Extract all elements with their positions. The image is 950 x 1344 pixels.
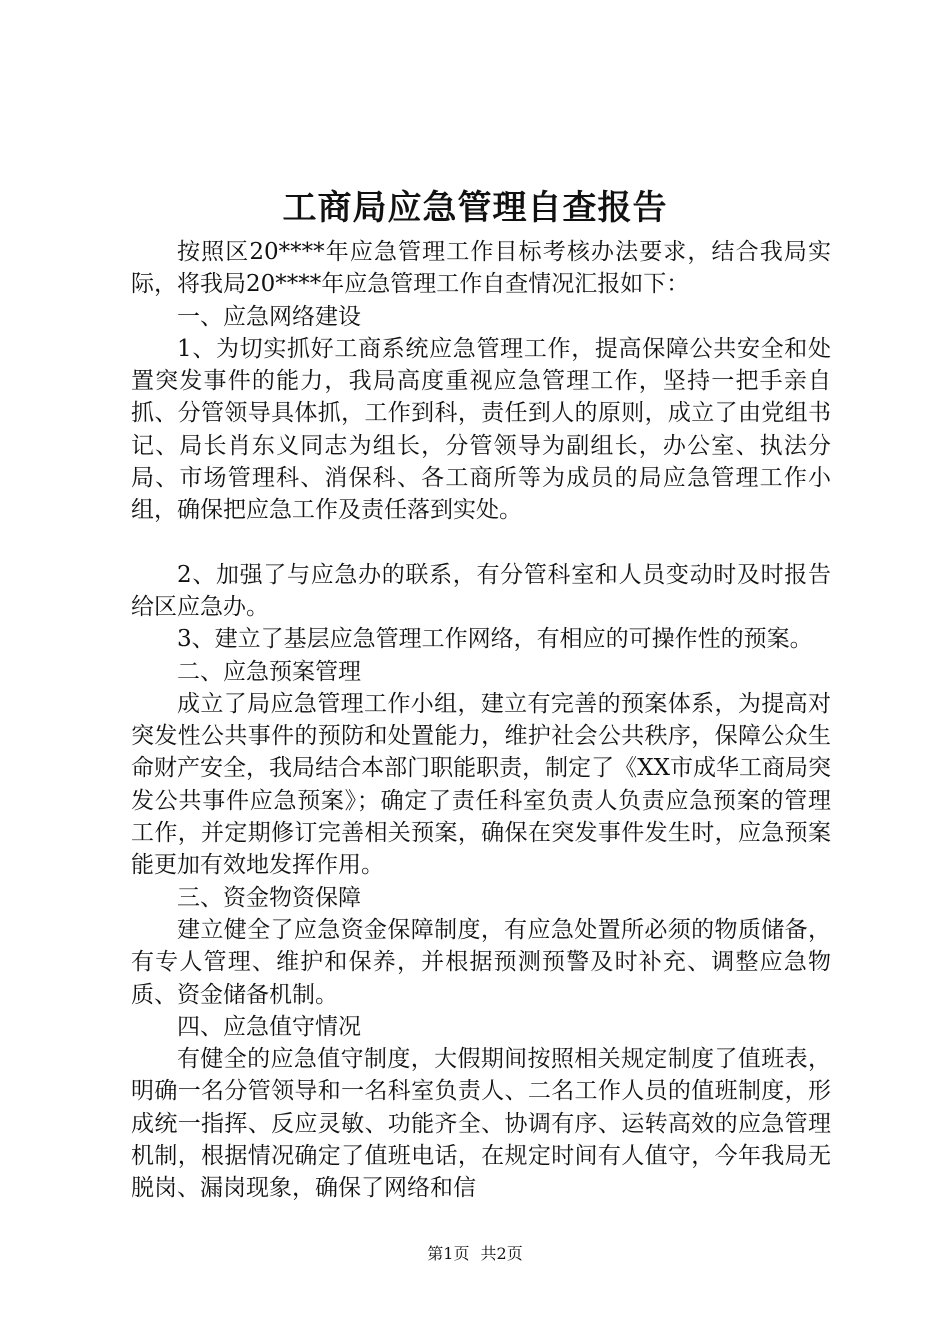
section-heading-1: 一、应急网络建设: [177, 303, 361, 330]
page-number: 第1页: [427, 1244, 470, 1263]
section-heading-3: 三、资金物资保障: [177, 884, 361, 911]
page-footer: [0, 1244, 950, 1264]
intro-paragraph: 按照区20****年应急管理工作目标考核办法要求，结合我局实际，将我局20****年应急管理工作自查情况汇报如下：: [131, 239, 831, 298]
body-paragraph: 3、建立了基层应急管理工作网络，有相应的可操作性的预案。: [177, 626, 813, 653]
body-paragraph: 建立健全了应急资金保障制度，有应急处置所必须的物质储备，有专人管理、维护和保养，并根据预测预警及时补充、调整应急物质、资金储备机制。: [131, 916, 831, 1008]
body-paragraph: 有健全的应急值守制度，大假期间按照相关规定制度了值班表，明确一名分管领导和一名科室负责人、二名工作人员的值班制度，形成统一指挥、反应灵敏、功能齐全、协调有序、运转高效的应急管理机制，根据情况确定了值班电话，在规定时间有人值守，今年我局无脱岗、漏岗现象，确保了网络和信: [131, 1046, 831, 1202]
body-paragraph: 成立了局应急管理工作小组，建立有完善的预案体系，为提高对突发性公共事件的预防和处置能力，维护社会公共秩序，保障公众生命财产安全，我局结合本部门职能职责，制定了《XX市成华工商局突发公共事件应急预案》；确定了责任科室负责人负责应急预案的管理工作，并定期修订完善相关预案，确保在突发事件发生时，应急预案能更加有效地发挥作用。: [131, 690, 831, 879]
section-heading-2: 二、应急预案管理: [177, 658, 361, 685]
document-title: 工商局应急管理自查报告: [282, 188, 668, 228]
section-heading-4: 四、应急值守情况: [177, 1013, 361, 1040]
page-total: 共2页: [480, 1244, 523, 1263]
document-body: [131, 236, 831, 1205]
body-paragraph: 1、为切实抓好工商系统应急管理工作，提高保障公共安全和处置突发事件的能力，我局高度重视应急管理工作，坚持一把手亲自抓、分管领导具体抓，工作到科，责任到人的原则，成立了由党组书记、局长肖东义同志为组长，分管领导为副组长，办公室、执法分局、市场管理科、消保科、各工商所等为成员的局应急管理工作小组，确保把应急工作及责任落到实处。: [131, 335, 831, 524]
paragraph-spacer: [131, 527, 831, 559]
body-paragraph: 2、加强了与应急办的联系，有分管科室和人员变动时及时报告给区应急办。: [131, 561, 831, 620]
